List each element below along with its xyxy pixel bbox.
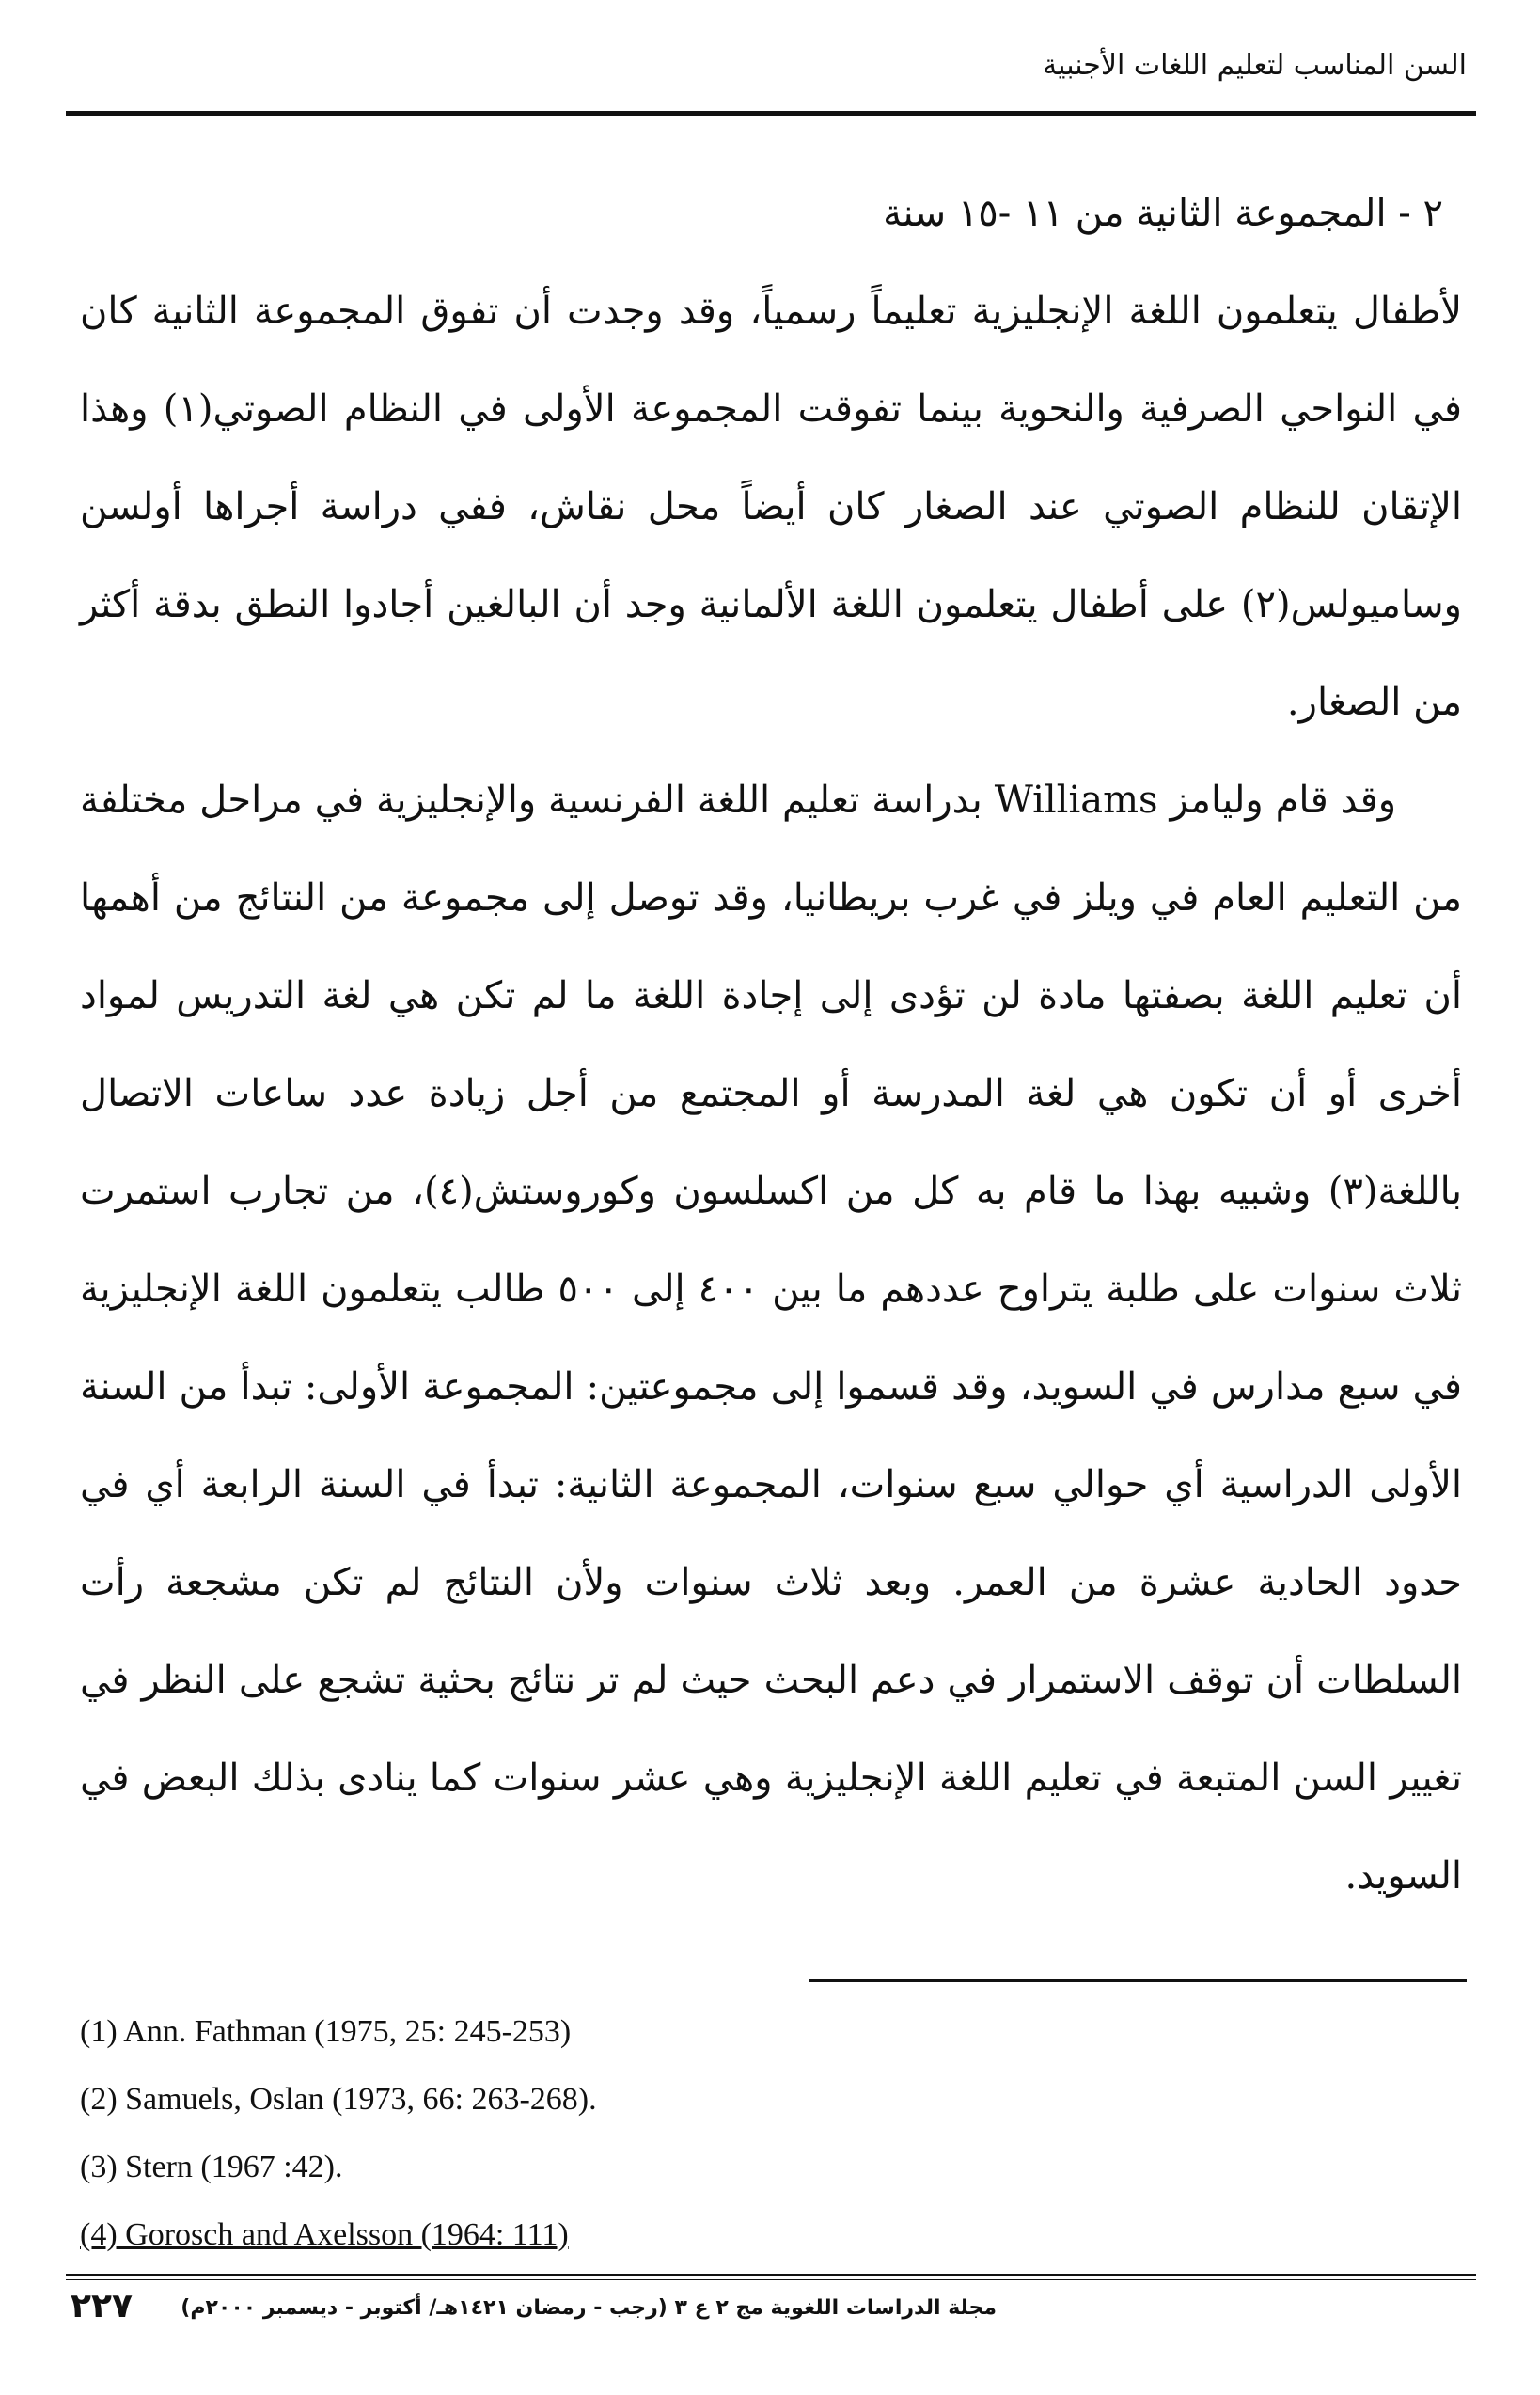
footnotes xyxy=(80,1998,1114,2269)
paragraph-2 xyxy=(80,751,1462,1925)
journal-footer: مجلة الدراسات اللغوية مج ٢ ع ٣ (رجب - رمضان ١٤٢١هـ/ أكتوبر - ديسمبر ٢٠٠٠م) xyxy=(181,2296,997,2320)
williams-name: Williams xyxy=(994,779,1158,822)
footnote-2: (2) Samuels, Oslan (1973, 66: 263-268). xyxy=(80,2082,597,2117)
paragraph-2-rest: بدراسة تعليم اللغة الفرنسية والإنجليزية في مراحل مختلفة من التعليم العام في ويلز في غرب بريطانيا، وقد توصل إلى مجموعة من النتائج من أهمها أن تعليم اللغة بصفتها مادة لن تؤدى إلى إجادة اللغة ما لم تكن هي لغة التدريس لمواد أخرى أو أن تكون هي لغة المدرسة أو المجتمع من أجل زيادة عدد ساعات الاتصال باللغة(٣) وشبيه بهذا ما قام به كل من اكسلسون وكوروستش(٤)، من تجارب استمرت ثلاث سنوات على طلبة يتراوح عددهم ما بين ٤٠٠ إلى ٥٠٠ طالب يتعلمون اللغة الإنجليزية في سبع مدارس في السويد، وقد قسموا إلى مجموعتين: المجموعة الأولى: تبدأ من السنة الأولى الدراسية أي حوالي سبع سنوات، المجموعة الثانية: تبدأ في السنة الرابعة أي في حدود الحادية عشرة من العمر. وبعد ثلاث سنوات ولأن النتائج لم تكن مشجعة رأت السلطات أن توقف الاستمرار في دعم البحث حيث لم تر نتائج بحثية تشجع على النظر في تغيير السن المتبعة في تعليم اللغة الإنجليزية وهي عشر سنوات كما ينادى بذلك البعض في السويد. xyxy=(80,779,1463,1898)
footnote-3: (3) Stern (1967 :42). xyxy=(80,2150,343,2184)
section-heading: ٢ - المجموعة الثانية من ١١ -١٥ سنة xyxy=(883,192,1443,235)
header-rule xyxy=(66,111,1476,116)
page-number: ٢٢٧ xyxy=(71,2287,133,2325)
footnote-rule xyxy=(809,1979,1467,1982)
footnote-4: (4) Gorosch and Axelsson (1964: 111) xyxy=(80,2217,569,2252)
paragraph-1: لأطفال يتعلمون اللغة الإنجليزية تعليماً رسمياً، وقد وجدت أن تفوق المجموعة الثانية كان في النواحي الصرفية والنحوية بينما تفوقت المجموعة الأولى في النظام الصوتي(١) وهذا الإتقان للنظام الصوتي عند الصغار كان أيضاً محل نقاش، ففي دراسة أجراها أولسن وساميولس(٢) على أطفال يتعلمون اللغة الألمانية وجد أن البالغين أجادوا النطق بدقة أكثر من الصغار. xyxy=(80,290,1463,724)
paragraph-2-start: وقد قام وليامز xyxy=(1170,779,1397,822)
footer-rule-secondary xyxy=(66,2279,1476,2280)
footer-rule xyxy=(66,2274,1476,2276)
main-text xyxy=(80,165,1462,1925)
footnote-1: (1) Ann. Fathman (1975, 25: 245-253) xyxy=(80,2014,572,2049)
running-header: السن المناسب لتعليم اللغات الأجنبية xyxy=(1043,49,1467,82)
